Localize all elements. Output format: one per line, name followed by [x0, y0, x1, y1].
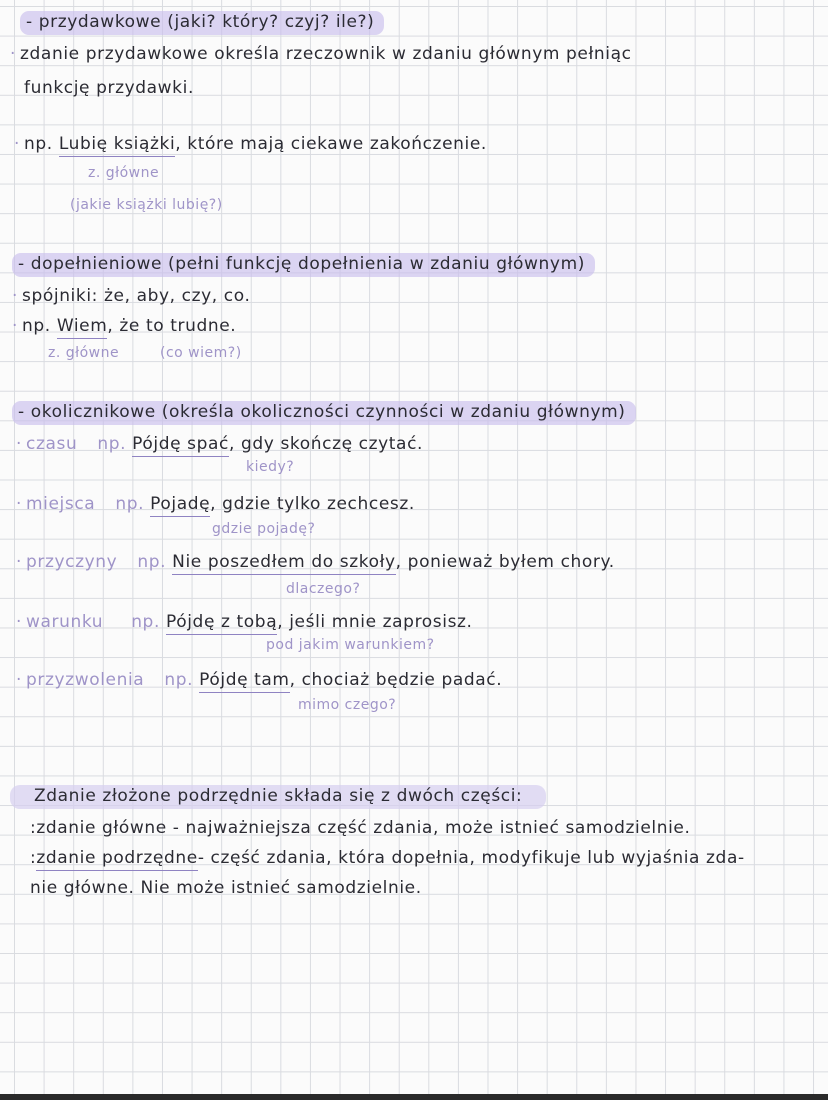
przydawkowe-definition-line-2: funkcję przydawki.: [24, 78, 194, 98]
section-heading-okolicznikowe: - okolicznikowe (określa okoliczności czynności w zdaniu głównym): [12, 404, 636, 421]
bullet-dot: ·: [12, 286, 19, 306]
example-main-clause: Wiem: [57, 316, 108, 339]
question-annotation: kiedy?: [246, 459, 295, 475]
question-annotation: dlaczego?: [286, 581, 361, 597]
summary-item-subordinate: :zdanie podrzędne- część zdania, która dopełnia, modyfikuje lub wyjaśnia zda-: [30, 850, 745, 867]
example-main-clause: Pójdę z tobą: [166, 612, 277, 635]
question-annotation: (jakie książki lubię?): [70, 197, 223, 213]
example-main-clause: Pójdę spać: [132, 434, 229, 457]
page-bottom-edge: [0, 1094, 828, 1100]
bullet-dot: ·: [16, 494, 23, 514]
okolicznikowe-type-miejsca: · miejsca np. Pojadę, gdzie tylko zechcesz.: [16, 496, 415, 513]
przydawkowe-example: · np. Lubię książki, które mają ciekawe zakończenie.: [14, 136, 487, 153]
example-main-clause: Pojadę: [150, 494, 210, 517]
label-main-clause: z. główne: [88, 165, 160, 181]
okolicznikowe-type-przyczyny: · przyczyny np. Nie poszedłem do szkoły, ponieważ byłem chory.: [16, 554, 615, 571]
question-annotation: mimo czego?: [298, 697, 397, 713]
question-annotation: pod jakim warunkiem?: [266, 637, 435, 653]
bullet-dot: ·: [14, 134, 21, 154]
summary-item-main: :zdanie główne - najważniejsza część zdania, może istnieć samodzielnie.: [30, 818, 691, 838]
okolicznikowe-type-przyzwolenia: · przyzwolenia np. Pójdę tam, chociaż będzie padać.: [16, 672, 502, 689]
dopelnieniowe-example: · np. Wiem, że to trudne.: [12, 318, 236, 335]
bullet-dot: ·: [16, 670, 23, 690]
example-main-clause: Pójdę tam: [199, 670, 289, 693]
summary-item-subordinate-continued: nie główne. Nie może istnieć samodzielnie.: [30, 878, 422, 898]
bullet-dot: ·: [12, 316, 19, 336]
question-annotation: gdzie pojadę?: [212, 521, 316, 537]
conjunctions-line: · spójniki: że, aby, czy, co.: [12, 286, 251, 306]
okolicznikowe-type-czasu: · czasu np. Pójdę spać, gdy skończę czytać.: [16, 436, 423, 453]
bullet-dot: ·: [16, 612, 23, 632]
label-main-clause: z. główne: [48, 345, 120, 361]
bullet-dot: ·: [16, 552, 23, 572]
przydawkowe-definition-line-1: · zdanie przydawkowe określa rzeczownik w zdaniu głównym pełniąc: [10, 44, 632, 64]
okolicznikowe-type-warunku: · warunku np. Pójdę z tobą, jeśli mnie zaprosisz.: [16, 614, 473, 631]
type-label: warunku: [26, 612, 104, 632]
example-main-clause: Lubię książki: [59, 134, 175, 157]
type-label: miejsca: [26, 494, 96, 514]
term-subordinate: zdanie podrzędne: [36, 848, 197, 871]
type-label: przyzwolenia: [26, 670, 145, 690]
bullet-dot: ·: [10, 44, 17, 64]
type-label: przyczyny: [26, 552, 118, 572]
section-heading-przydawkowe: - przydawkowe (jaki? który? czyj? ile?): [20, 14, 384, 31]
summary-heading: Zdanie złożone podrzędnie składa się z dwóch części:: [10, 788, 546, 805]
section-heading-dopelnieniowe: - dopełnieniowe (pełni funkcję dopełnienia w zdaniu głównym): [12, 256, 595, 273]
question-annotation: (co wiem?): [160, 345, 242, 361]
example-main-clause: Nie poszedłem do szkoły: [172, 552, 396, 575]
type-label: czasu: [26, 434, 78, 454]
bullet-dot: ·: [16, 434, 23, 454]
